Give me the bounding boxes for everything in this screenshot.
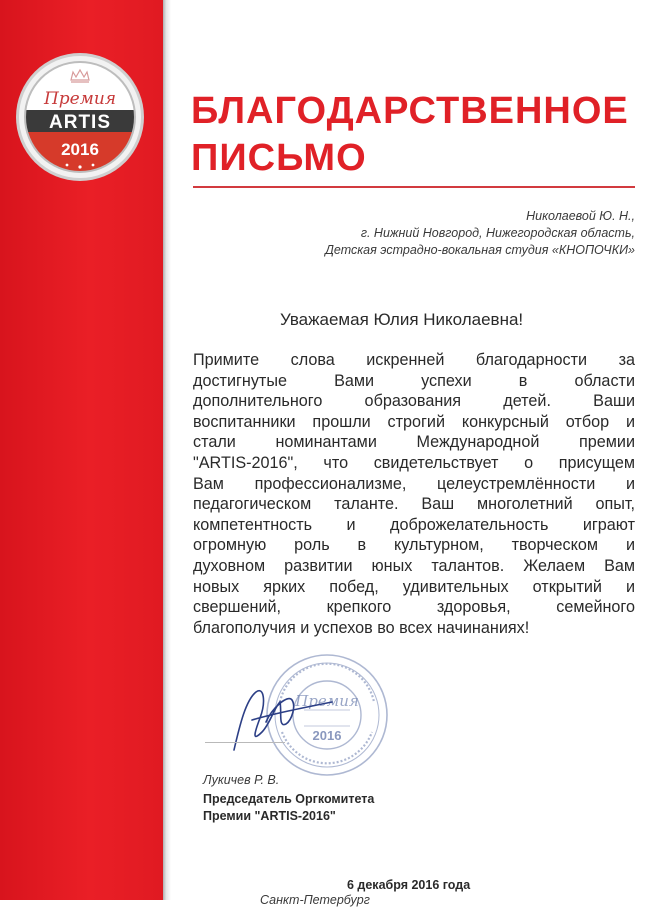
- body-line: новых ярких побед, удивительных открытий и: [193, 577, 635, 596]
- body-line: достигнутые Вами успехи в области: [193, 371, 635, 390]
- body-line: Примите слова искренней благодарности за: [193, 351, 635, 369]
- recipient-block: [325, 208, 635, 259]
- stamp-script-text: Премия: [295, 692, 359, 710]
- title-line-1: БЛАГОДАРСТВЕННОЕ: [191, 90, 629, 132]
- signer-role-line-2: Премии "ARTIS-2016": [203, 809, 336, 823]
- body-line: благополучия и успехов во всех начинаниях!: [193, 618, 530, 637]
- logo-script-text: Премия: [43, 89, 117, 109]
- logo-year: 2016: [61, 140, 99, 159]
- body-line: компетентность и доброжелательность играют: [193, 515, 635, 534]
- artis-logo-graphic: [15, 52, 145, 182]
- body-line: свершений, крепкого здоровья, семейного: [193, 598, 635, 617]
- body-line: огромную роль в культурном, творческом и: [193, 536, 635, 555]
- body-line: стали номинантами Международной премии: [193, 433, 635, 452]
- sidebar-edge-shadow: [163, 0, 171, 900]
- recipient-name: Николаевой Ю. Н.,: [526, 209, 635, 223]
- signature-line: [205, 742, 285, 743]
- letter-date: 6 декабря 2016 года: [347, 878, 471, 892]
- logo-name: ARTIS: [49, 112, 111, 133]
- stamp-year: 2016: [312, 728, 342, 743]
- signer-role-line-1: Председатель Оргкомитета: [203, 792, 375, 806]
- greeting: Уважаемая Юлия Николаевна!: [280, 310, 524, 329]
- body-line: "ARTIS-2016", что свидетельствует о присущем: [193, 453, 635, 472]
- signature-graphic: [222, 672, 352, 762]
- recipient-address: г. Нижний Новгород, Нижегородская область,: [360, 226, 635, 240]
- signer-role: [203, 791, 374, 825]
- body-line: Вам профессионализме, целеустремлённости и: [193, 474, 635, 493]
- signer-name: Лукичев Р. В.: [203, 773, 280, 787]
- body-line: педагогическом таланте. Ваш многолетний опыт,: [193, 495, 635, 514]
- artis-logo: [15, 52, 145, 182]
- title-line-2: ПИСЬМО: [191, 137, 367, 179]
- body-line: духовном развитии юных талантов. Желаем Вам: [193, 556, 635, 575]
- title-divider: [193, 186, 635, 188]
- handwritten-signature: [222, 672, 352, 762]
- recipient-organization: Детская эстрадно-вокальная студия «КНОПОЧКИ»: [325, 243, 635, 257]
- body-line: воспитанники прошли строгий конкурсный отбор и: [193, 412, 635, 431]
- page-title: [191, 88, 641, 182]
- letter-body: [193, 350, 635, 638]
- body-line: дополнительного образования детей. Ваши: [193, 392, 635, 411]
- letter-place: Санкт-Петербург: [260, 893, 370, 907]
